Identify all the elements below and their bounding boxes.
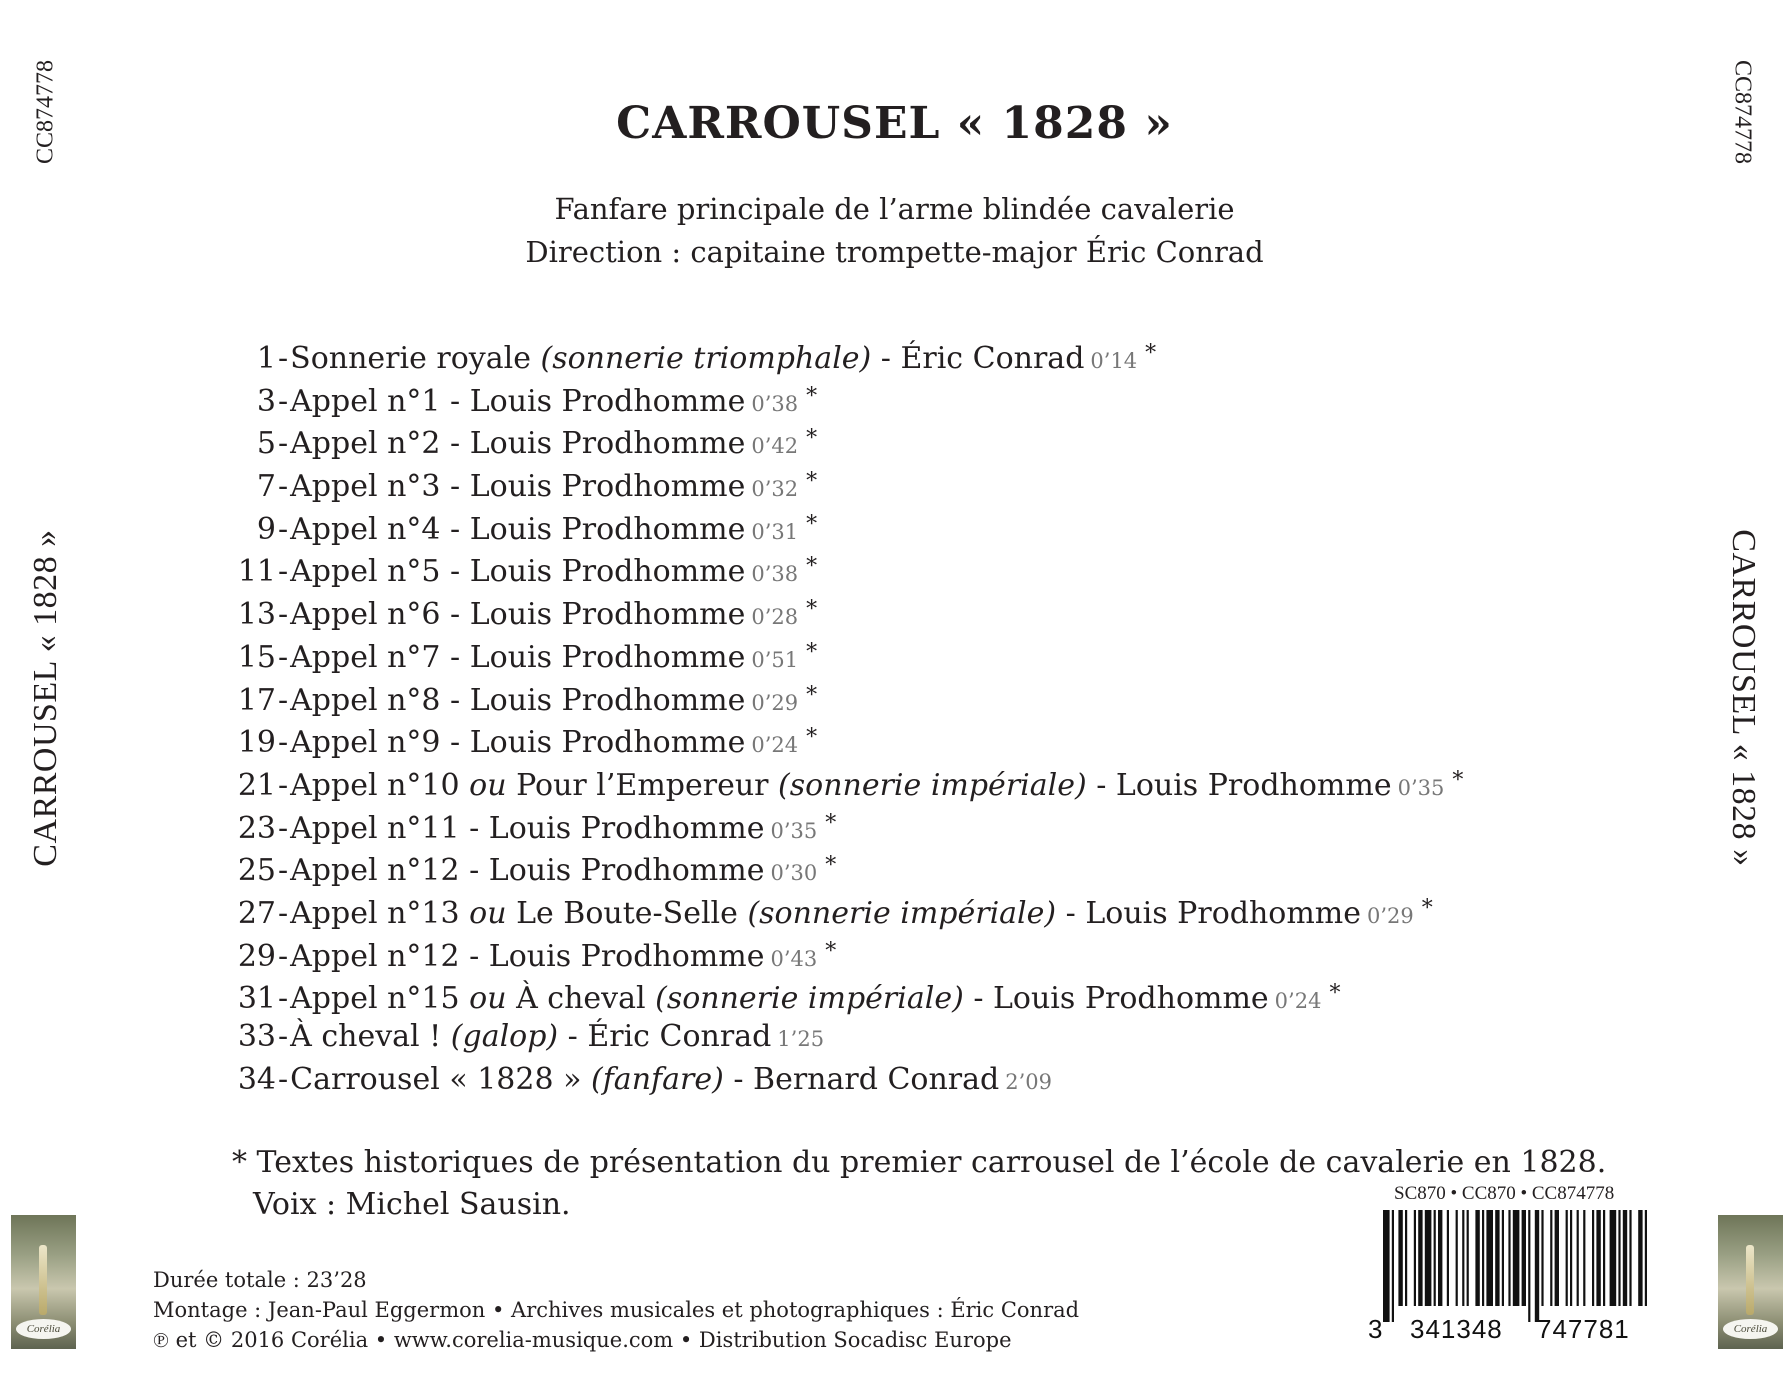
catalog-numbers: SC870 • CC870 • CC874778 bbox=[1394, 1183, 1615, 1204]
barcode-bar bbox=[1425, 1210, 1432, 1306]
track-text: Appel n°3 - Louis Prodhomme bbox=[290, 469, 746, 505]
track-text: Appel n°15 bbox=[290, 981, 470, 1017]
track-item bbox=[232, 461, 1463, 504]
barcode-bar bbox=[1603, 1210, 1605, 1306]
track-number: 3 bbox=[256, 383, 276, 419]
track-item bbox=[232, 1016, 1463, 1059]
barcode-bar bbox=[1467, 1210, 1469, 1306]
statue-icon bbox=[39, 1245, 47, 1315]
barcode-bar bbox=[1610, 1210, 1617, 1306]
track-text: Appel n°1 - Louis Prodhomme bbox=[290, 383, 746, 419]
track-item bbox=[232, 333, 1463, 376]
track-separator: - bbox=[278, 853, 289, 889]
track-italic-text: (sonnerie impériale) bbox=[778, 767, 1087, 803]
track-number: 31 bbox=[237, 981, 276, 1017]
track-duration: 0’29 bbox=[1367, 903, 1414, 928]
barcode-bar bbox=[1508, 1210, 1510, 1306]
track-asterisk: * bbox=[1421, 895, 1433, 921]
track-text: Appel n°13 bbox=[290, 895, 470, 931]
spine-title-right: CARROUSEL « 1828 » bbox=[1725, 529, 1762, 867]
spine-catalog-code-right: CC874778 bbox=[1729, 59, 1756, 165]
track-number: 5 bbox=[256, 426, 276, 462]
barcode-bar bbox=[1550, 1210, 1552, 1306]
track-text: - Éric Conrad bbox=[558, 1019, 772, 1054]
barcode-bar bbox=[1438, 1210, 1442, 1306]
track-duration: 2’09 bbox=[1005, 1069, 1052, 1094]
track-separator: - bbox=[278, 511, 289, 547]
track-item bbox=[232, 1059, 1463, 1102]
track-separator: - bbox=[278, 639, 289, 675]
track-italic-text: (galop) bbox=[450, 1019, 559, 1054]
track-item bbox=[232, 760, 1463, 803]
track-separator: - bbox=[278, 895, 289, 931]
track-text: Appel n°12 - Louis Prodhomme bbox=[290, 938, 765, 974]
barcode-bar bbox=[1570, 1210, 1572, 1306]
track-number: 13 bbox=[237, 597, 276, 633]
track-asterisk: * bbox=[1145, 341, 1157, 366]
track-separator: - bbox=[278, 426, 289, 462]
track-duration: 0’24 bbox=[1274, 989, 1322, 1014]
track-number: 19 bbox=[237, 725, 276, 761]
copyright-line: ℗ et © 2016 Corélia • www.corelia-musique.com • Distribution Socadisc Europe bbox=[153, 1328, 1012, 1352]
track-text: À cheval ! bbox=[290, 1019, 451, 1054]
barcode-bar bbox=[1482, 1210, 1484, 1306]
track-italic-text: ou bbox=[469, 981, 507, 1017]
track-italic-text: (sonnerie impériale) bbox=[747, 895, 1057, 931]
track-duration: 0’32 bbox=[751, 477, 799, 502]
barcode-bar bbox=[1623, 1210, 1627, 1306]
track-text: Pour l’Empereur bbox=[506, 767, 779, 803]
track-separator: - bbox=[278, 810, 289, 846]
track-asterisk: * bbox=[806, 383, 818, 409]
statue-icon bbox=[1746, 1245, 1754, 1315]
track-separator: - bbox=[278, 554, 289, 590]
footnote-text: * Textes historiques de présentation du premier carrousel de l’école de cavalerie en 1828. bbox=[232, 1145, 1607, 1180]
track-duration: 0’24 bbox=[751, 733, 799, 758]
track-asterisk: * bbox=[806, 426, 818, 452]
spine-catalog-code-left: CC874778 bbox=[32, 59, 59, 165]
track-number: 11 bbox=[237, 554, 276, 590]
track-italic-text: (sonnerie triomphale) bbox=[540, 341, 872, 376]
track-item bbox=[232, 973, 1463, 1016]
track-duration: 0’43 bbox=[770, 946, 818, 971]
track-number: 25 bbox=[237, 853, 276, 889]
album-title: CARROUSEL « 1828 » bbox=[616, 98, 1173, 149]
track-item bbox=[232, 888, 1463, 931]
track-separator: - bbox=[278, 1019, 289, 1054]
barcode-bar bbox=[1592, 1210, 1594, 1306]
logo-wordmark: Corélia bbox=[16, 1319, 71, 1339]
track-text: À cheval bbox=[506, 981, 656, 1017]
barcode-bar bbox=[1522, 1210, 1526, 1306]
track-text: - Bernard Conrad bbox=[723, 1061, 1000, 1097]
track-number: 23 bbox=[237, 810, 276, 846]
track-duration: 0’29 bbox=[751, 690, 799, 715]
track-italic-text: ou bbox=[469, 895, 507, 931]
track-duration: 0’14 bbox=[1090, 349, 1138, 373]
track-duration: 0’35 bbox=[770, 818, 818, 843]
track-asterisk: * bbox=[825, 810, 837, 836]
barcode-bars bbox=[1367, 1210, 1652, 1322]
track-number: 29 bbox=[237, 938, 276, 974]
track-text: Appel n°10 bbox=[290, 767, 470, 803]
track-duration: 0’28 bbox=[751, 605, 799, 630]
track-item bbox=[232, 418, 1463, 461]
track-text: - Louis Prodhomme bbox=[1086, 767, 1392, 803]
track-separator: - bbox=[278, 597, 289, 633]
track-list bbox=[232, 333, 1463, 1101]
track-item bbox=[232, 717, 1463, 760]
track-text: Le Boute-Selle bbox=[506, 895, 748, 931]
barcode-first-digit: 3 bbox=[1368, 1314, 1384, 1344]
barcode-bar bbox=[1456, 1210, 1458, 1306]
track-item bbox=[232, 589, 1463, 632]
track-number: 1 bbox=[256, 341, 276, 376]
track-asterisk: * bbox=[1329, 981, 1341, 1007]
barcode-bar bbox=[1618, 1210, 1620, 1306]
track-separator: - bbox=[278, 341, 289, 376]
track-text: Appel n°4 - Louis Prodhomme bbox=[290, 511, 746, 547]
track-separator: - bbox=[278, 383, 289, 419]
track-asterisk: * bbox=[1452, 767, 1464, 793]
track-asterisk: * bbox=[806, 511, 818, 537]
track-asterisk: * bbox=[806, 725, 818, 751]
track-italic-text: ou bbox=[469, 767, 507, 803]
track-number: 17 bbox=[237, 682, 276, 718]
track-text: - Louis Prodhomme bbox=[1056, 895, 1361, 931]
track-separator: - bbox=[278, 682, 289, 718]
logo-wordmark: Corélia bbox=[1723, 1319, 1778, 1339]
track-duration: 0’30 bbox=[770, 861, 818, 886]
track-number: 27 bbox=[237, 895, 276, 931]
track-separator: - bbox=[278, 1061, 289, 1097]
track-text: - Éric Conrad bbox=[871, 341, 1085, 376]
spine-title-left: CARROUSEL « 1828 » bbox=[27, 529, 64, 867]
track-separator: - bbox=[278, 981, 289, 1017]
barcode-bar bbox=[1629, 1210, 1631, 1306]
track-separator: - bbox=[278, 725, 289, 761]
barcode-bar bbox=[1418, 1210, 1422, 1306]
track-item bbox=[232, 845, 1463, 888]
track-text: Carrousel « 1828 » bbox=[290, 1061, 591, 1097]
track-duration: 0’42 bbox=[751, 434, 799, 459]
track-item bbox=[232, 632, 1463, 675]
track-item bbox=[232, 803, 1463, 846]
barcode-bar bbox=[1462, 1210, 1464, 1306]
barcode-bar bbox=[1596, 1210, 1600, 1306]
track-asterisk: * bbox=[806, 597, 818, 623]
barcode-bar bbox=[1398, 1210, 1402, 1306]
barcode-bar bbox=[1577, 1210, 1579, 1306]
track-item bbox=[232, 504, 1463, 547]
track-duration: 1’25 bbox=[777, 1027, 825, 1051]
barcode-bar bbox=[1414, 1210, 1416, 1306]
track-item bbox=[232, 931, 1463, 974]
barcode-group-1: 341348 bbox=[1410, 1314, 1503, 1344]
barcode-bar bbox=[1541, 1210, 1543, 1306]
barcode-bar bbox=[1475, 1210, 1479, 1306]
barcode-bar bbox=[1645, 1210, 1647, 1306]
ensemble-name: Fanfare principale de l’arme blindée cavalerie bbox=[554, 192, 1235, 226]
barcode-bar bbox=[1583, 1210, 1585, 1306]
credits bbox=[153, 1265, 1079, 1355]
track-number: 21 bbox=[237, 767, 276, 803]
barcode-bar bbox=[1383, 1210, 1390, 1322]
barcode-bar bbox=[1513, 1210, 1520, 1306]
track-text: Appel n°6 - Louis Prodhomme bbox=[290, 597, 746, 633]
barcode-bar bbox=[1528, 1210, 1530, 1322]
track-duration: 0’38 bbox=[751, 391, 799, 416]
track-asterisk: * bbox=[806, 554, 818, 580]
barcode-bar bbox=[1566, 1210, 1568, 1306]
track-asterisk: * bbox=[806, 639, 818, 665]
track-italic-text: (fanfare) bbox=[591, 1061, 724, 1097]
track-number: 9 bbox=[256, 511, 276, 547]
track-item bbox=[232, 546, 1463, 589]
track-asterisk: * bbox=[806, 682, 818, 708]
barcode-bar bbox=[1555, 1210, 1559, 1306]
track-asterisk: * bbox=[806, 469, 818, 495]
track-separator: - bbox=[278, 767, 289, 803]
montage-credit: Montage : Jean-Paul Eggermon • Archives musicales et photographiques : Éric Conrad bbox=[153, 1298, 1080, 1322]
track-text: Appel n°12 - Louis Prodhomme bbox=[290, 853, 765, 889]
track-number: 7 bbox=[256, 469, 276, 505]
track-text: - Louis Prodhomme bbox=[963, 981, 1269, 1017]
track-text: Appel n°2 - Louis Prodhomme bbox=[290, 426, 746, 462]
track-text: Appel n°8 - Louis Prodhomme bbox=[290, 682, 746, 718]
track-separator: - bbox=[278, 938, 289, 974]
track-number: 34 bbox=[237, 1061, 276, 1097]
barcode-bar bbox=[1502, 1210, 1504, 1306]
barcode-bar bbox=[1535, 1210, 1539, 1322]
track-asterisk: * bbox=[825, 853, 837, 879]
track-duration: 0’31 bbox=[751, 519, 799, 544]
track-duration: 0’51 bbox=[751, 647, 799, 672]
track-number: 33 bbox=[237, 1019, 276, 1054]
track-separator: - bbox=[278, 469, 289, 505]
barcode-bar bbox=[1447, 1210, 1449, 1306]
track-text: Appel n°9 - Louis Prodhomme bbox=[290, 725, 746, 761]
track-item bbox=[232, 675, 1463, 718]
direction-credit: Direction : capitaine trompette-major Éric Conrad bbox=[525, 235, 1264, 269]
track-italic-text: (sonnerie impériale) bbox=[655, 981, 964, 1017]
track-text: Appel n°7 - Louis Prodhomme bbox=[290, 639, 746, 675]
track-item bbox=[232, 376, 1463, 419]
barcode-bar bbox=[1638, 1210, 1642, 1306]
total-duration: Durée totale : 23’28 bbox=[153, 1268, 367, 1292]
barcode-bar bbox=[1486, 1210, 1493, 1306]
track-text: Appel n°11 - Louis Prodhomme bbox=[290, 810, 765, 846]
track-duration: 0’38 bbox=[751, 562, 799, 587]
track-duration: 0’35 bbox=[1397, 775, 1445, 800]
barcode-bar bbox=[1405, 1210, 1407, 1306]
corelia-logo-right bbox=[1718, 1215, 1783, 1349]
track-text: Sonnerie royale bbox=[290, 341, 541, 376]
barcode-group-2: 747781 bbox=[1537, 1314, 1630, 1344]
track-asterisk: * bbox=[825, 938, 837, 964]
barcode-bar bbox=[1495, 1210, 1499, 1306]
track-number: 15 bbox=[237, 639, 276, 675]
corelia-logo-left bbox=[11, 1215, 76, 1349]
barcode-bar bbox=[1392, 1210, 1394, 1322]
footnote-voice: Voix : Michel Sausin. bbox=[253, 1187, 571, 1222]
barcode-bar bbox=[1434, 1210, 1436, 1306]
track-text: Appel n°5 - Louis Prodhomme bbox=[290, 554, 746, 590]
